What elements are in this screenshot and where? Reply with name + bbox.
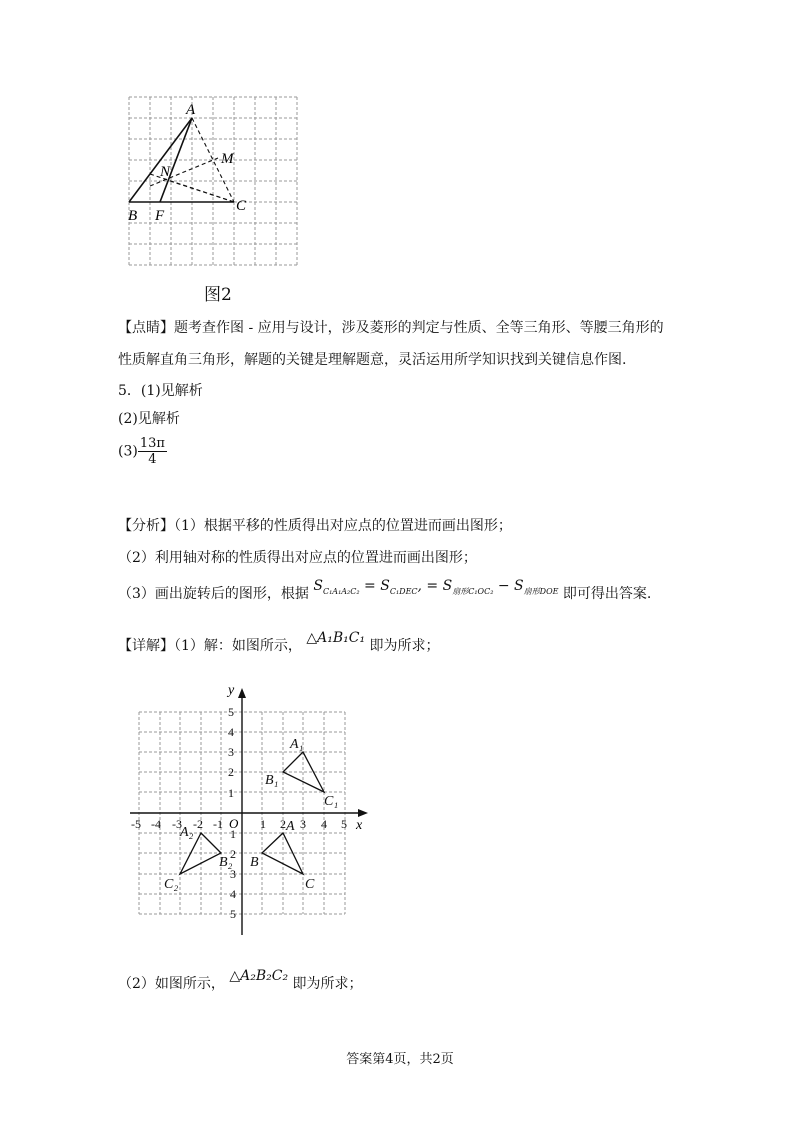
ytick-neg-5: 5 <box>230 907 236 921</box>
origin-label: O <box>229 816 239 831</box>
point-a2: A₂ <box>180 825 194 840</box>
xtick-pos-5: 5 <box>341 817 347 831</box>
point-c1: C₁ <box>324 794 339 809</box>
answer-item-3-prefix: (3) <box>118 443 138 460</box>
detail-tag: 【详解】 <box>118 638 174 654</box>
xtick-pos-1: 1 <box>260 817 266 831</box>
point-b2: B₂ <box>219 855 233 870</box>
detail-line-2 <box>118 968 363 994</box>
triangle-a1b1c1: △A₁B₁C₁ <box>306 630 366 646</box>
xtick-neg-5: -5 <box>131 817 141 831</box>
triangle-a2b2c2: △A₂B₂C₂ <box>229 968 289 984</box>
analysis-text-3-suffix: 即可得出答案. <box>562 586 652 602</box>
comment-text-1: 题考查作图 - 应用与设计，涉及菱形的判定与性质、全等三角形、等腰三角形的 <box>174 320 664 336</box>
figure-2 <box>0 0 800 310</box>
point-c2: C₂ <box>164 877 179 892</box>
ytick-neg-4: 4 <box>230 887 236 901</box>
axis-x-label: x <box>356 818 363 833</box>
xtick-pos-3: 3 <box>300 817 306 831</box>
axes <box>130 688 368 935</box>
answer-item-2: (2)见解析 <box>118 411 180 427</box>
ytick-neg-3: 3 <box>230 867 236 881</box>
analysis-text-3-prefix: （3）画出旋转后的图形，根据 <box>118 586 309 602</box>
answer-3 <box>118 436 167 467</box>
analysis-text-1: （1）根据平移的性质得出对应点的位置进而画出图形； <box>174 518 512 534</box>
ytick-pos-4: 4 <box>228 725 234 739</box>
detail-text-1: （1）解：如图所示， <box>174 638 302 654</box>
answer-1 <box>118 381 203 401</box>
xtick-neg-2: -2 <box>193 817 203 831</box>
comment-line-2: 性质解直角三角形，解题的关键是理解题意，灵活运用所学知识找到关键信息作图. <box>118 352 627 368</box>
label-f: F <box>155 208 165 224</box>
label-n: N <box>160 164 171 180</box>
point-a: A <box>286 819 295 834</box>
point-c: C <box>305 877 315 892</box>
point-a1: A₁ <box>290 737 304 752</box>
point-b: B <box>250 855 259 870</box>
analysis-line-3 <box>118 578 652 610</box>
ytick-pos-2: 2 <box>228 765 234 779</box>
axis-y-label: y <box>228 683 235 698</box>
answer-item-1: (1)见解析 <box>140 383 203 399</box>
ytick-neg-1: 1 <box>230 827 236 841</box>
ytick-neg-2: 2 <box>230 847 236 861</box>
label-m: M <box>221 151 234 167</box>
answer-number: 5． <box>118 383 141 399</box>
analysis-tag: 【分析】 <box>118 518 174 534</box>
coordinate-figure <box>0 670 800 940</box>
ytick-pos-5: 5 <box>228 705 234 719</box>
label-b: B <box>128 208 138 224</box>
detail-text-2: （2）如图所示， <box>118 976 225 992</box>
figure-2-caption: 图2 <box>204 285 232 305</box>
xtick-pos-4: 4 <box>321 817 327 831</box>
comment-line-1 <box>118 318 664 338</box>
analysis-line-1 <box>118 516 512 536</box>
figure-2-grid <box>129 97 297 267</box>
ytick-pos-1: 1 <box>228 786 234 800</box>
label-a: A <box>186 102 196 118</box>
xtick-neg-1: -1 <box>213 817 223 831</box>
fraction-numerator: 13π <box>139 436 165 451</box>
page-footer: 答案第4页，共2页 <box>346 1052 454 1067</box>
analysis-line-2: （2）利用轴对称的性质得出对应点的位置进而画出图形； <box>118 550 477 566</box>
xtick-neg-4: -4 <box>151 817 161 831</box>
detail-line-1 <box>118 630 440 656</box>
xtick-pos-2: 2 <box>280 817 286 831</box>
detail-text-2-suffix: 即为所求； <box>292 976 363 992</box>
point-b1: B₁ <box>265 773 279 788</box>
detail-text-1-suffix: 即为所求； <box>369 638 440 654</box>
comment-tag: 【点睛】 <box>118 320 174 336</box>
ytick-pos-3: 3 <box>228 745 234 759</box>
answer-fraction <box>138 436 167 467</box>
label-c: C <box>236 198 247 214</box>
xtick-neg-3: -3 <box>172 817 182 831</box>
area-formula: $S_{C_1A_1A_2C_2} = S_{C_1DEC}$, = $S_{扇形C_1OC_2} - S_{扇形DOE}$ <box>313 578 559 596</box>
fraction-denominator: 4 <box>148 452 157 467</box>
